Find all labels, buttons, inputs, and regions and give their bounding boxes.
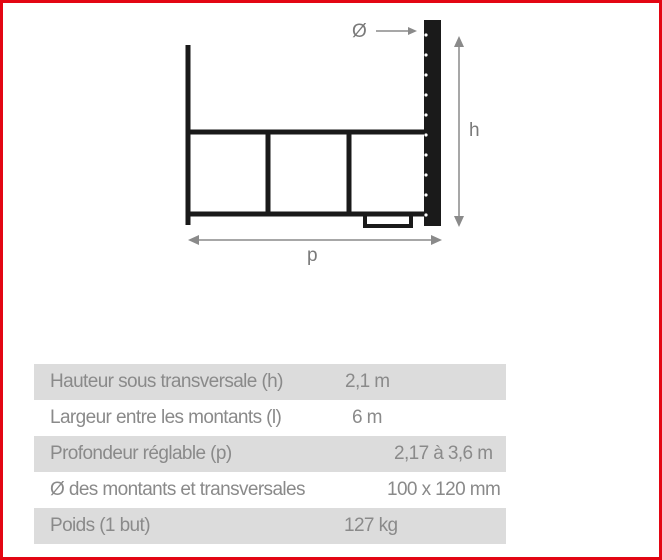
spec-value: 2,1 m	[345, 371, 390, 392]
spec-label: Poids (1 but)	[50, 515, 150, 536]
spec-value: 127 kg	[344, 515, 398, 536]
spec-label: Ø des montants et transversales	[50, 479, 305, 500]
spec-value: 6 m	[352, 407, 382, 428]
spec-label: Largeur entre les montants (l)	[50, 407, 282, 428]
spec-value: 2,17 à 3,6 m	[394, 443, 493, 464]
spec-value: 100 x 120 mm	[387, 479, 501, 500]
spec-row-height	[34, 364, 506, 400]
height-arrow-top	[454, 36, 464, 47]
goal-side-view-diagram	[3, 3, 662, 303]
spec-row-diameter	[34, 472, 506, 508]
height-arrow-bottom	[454, 216, 464, 227]
spec-row-width	[34, 400, 506, 436]
depth-label: p	[307, 245, 318, 266]
diameter-arrow-head	[408, 27, 417, 35]
depth-arrow-right	[431, 235, 442, 245]
base-bracket	[365, 214, 411, 226]
spec-row-depth	[34, 436, 506, 472]
spec-label: Hauteur sous transversale (h)	[50, 371, 283, 392]
spec-table	[34, 364, 506, 544]
spec-row-weight	[34, 508, 506, 544]
diameter-label: Ø	[352, 21, 367, 42]
spec-label: Profondeur réglable (p)	[50, 443, 232, 464]
height-label: h	[469, 120, 480, 141]
depth-arrow-left	[188, 235, 199, 245]
